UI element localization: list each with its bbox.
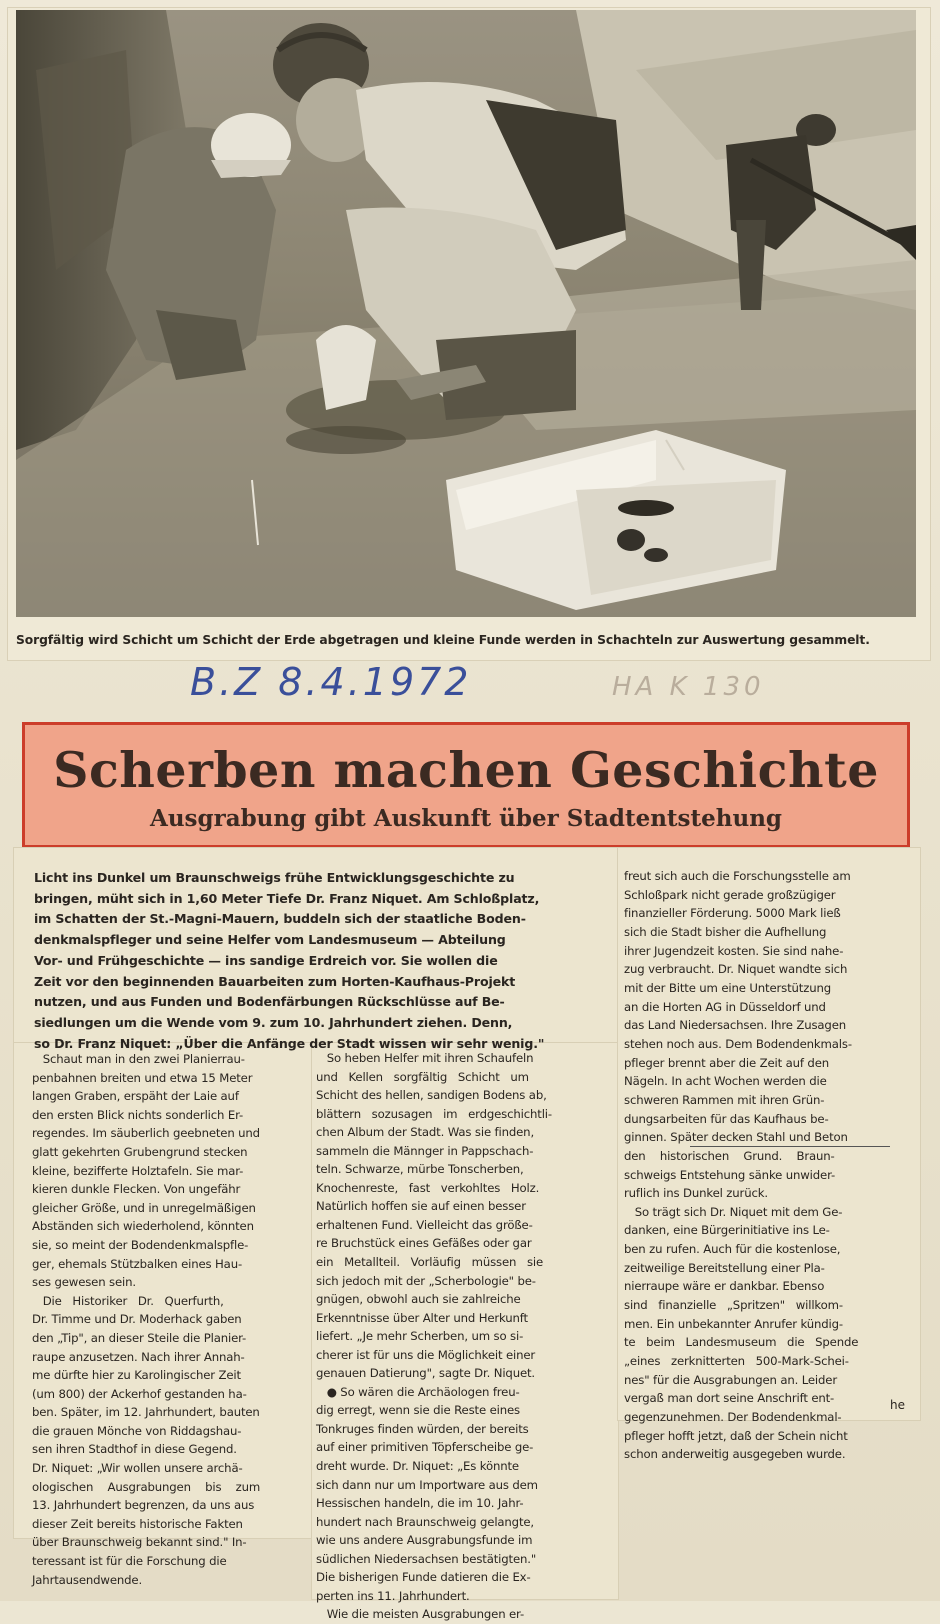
strikethrough-mark: [690, 1146, 890, 1147]
article-column-3: freut sich auch die Forschungsstelle am Schloßpark nicht gerade großzügiger finanzieller Förderung. 5000 Mark ließ sich die Stadt bisher die Aufhellung ihrer Jugendzeit kosten. Sie sind nahe- zug verbraucht. Dr. Niquet wandte sich mit der Bitte um eine Unterstützung an die Horten AG in Düsseldorf und das Land Niedersachsen. Ihre Zusagen stehen noch aus. Dem Bodendenkmals- pfleger brennt aber die Zeit auf den Nägeln. In acht Wochen werden die schweren Rammen mit ihren Grün- dungsarbeiten für das Kaufhaus be- ginnen. Später decken Stahl und Beton den historischen Grund. Braun- schweigs Entstehung sänke unwider- ruflich ins Dunkel zurück. So trägt sich Dr. Niquet mit dem Ge- danken, eine Bürgerinitiative ins Le- ben zu rufen. Auch für die kostenlose, zeitweilige Bereitstellung einer Pla- nierraupe wäre er dankbar. Ebenso sind finanzielle „Spritzen" willkom- men. Ein unbekannter Anrufer kündig- te beim Landesmuseum die Spende „eines zerknitterten 500-Mark-Schei- nes" für die Ausgrabungen an. Leider vergaß man dort seine Anschrift ent- gegenzunehmen. Der Bodendenkmal- pfleger hofft jetzt, daß der Schein nicht schon anderweitig ausgegeben wurde.: [624, 869, 859, 1462]
article-column-2: So heben Helfer mit ihren Schaufeln und Kellen sorgfältig Schicht um Schicht des hellen, sandigen Bodens ab, blättern sozusagen im erdgeschichtli- chen Album der Stadt. Was sie finden, sammeln die Männger in Pappschach- teln. Schwarze, mürbe Tonscherben, Knochenreste, fast verkohltes Holz. Natürlich hoffen sie auf einen besser erhaltenen Fund. Vielleicht das größe- re Bruchstück eines Gefäßes oder gar ein Metallteil. Vorläufig müssen sie sich jedoch mit der „Scherbologie" be- gnügen, obwohl auch sie zahlreiche Erkenntnisse über Alter und Herkunft liefert. „Je mehr Scherben, um so si- cherer ist für uns die Möglichkeit einer genauen Datierung", sagte Dr. Niquet. ● So wären die Archäologen freu- dig erregt, wenn sie die Reste eines Tonkruges finden würden, der bereits auf einer primitiven Töpferscheibe ge- dreht wurde. Dr. Niquet: „Es könnte sich dann nur um Importware aus dem Hessischen handeln, die im 10. Jahr- hundert nach Braunschweig gelangte, wie uns andere Ausgrabungsfunde im südlichen Niedersachsen bestätigten." Die bisherigen Funde datieren die Ex- perten ins 11. Jahrhundert. Wie die meisten Ausgrabungen er-: [316, 1051, 552, 1622]
author-signature: he: [890, 1398, 905, 1412]
article-column-1: Schaut man in den zwei Planierrau- penbahnen breiten und etwa 15 Meter langen Graben, erspäht der Laie auf den ersten Blick nichts sonderlich Er- regendes. Im säuberlich geebneten und glatt gekehrten Grubengrund stecken kleine, bezifferte Holztafeln. Sie mar- kieren dunkle Flecken. Von ungefähr gleicher Größe, und in unregelmäßigen Abständen sich wiederholend, könnten sie, so meint der Bodendenkmalspfle- ger, ehemals Stützbalken eines Hau- ses gewesen sein. Die Historiker Dr. Querfurth, Dr. Timme und Dr. Moderhack gaben den „Tip", an dieser Steile die Planier- raupe anzusetzen. Nach ihrer Annah- me dürfte hier zu Karolingischer Zeit (um 800) der Ackerhof gestanden ha- ben. Später, im 12. Jahrhundert, bauten die grauen Mönche von Riddagshau- sen ihren Stadthof in diese Gegend. Dr. Niquet: „Wir wollen unsere archä- ologischen Ausgrabungen bis zum 13. Jahrhundert begrenzen, da uns aus dieser Zeit bereits historische Fakten über Braunschweig bekannt sind." In- teressant ist für die Forschung die Jahrtausendwende.: [32, 1052, 261, 1587]
article-subheadline: Ausgrabung gibt Auskunft über Stadtentstehung: [149, 805, 783, 832]
article-headline: Scherben machen Geschichte: [53, 741, 879, 799]
handwritten-date-note: B.Z 8.4.1972: [190, 660, 472, 704]
article-intro: Licht ins Dunkel um Braunschweigs frühe Entwicklungsgeschichte zu bringen, müht sich in 1,60 Meter Tiefe Dr. Franz Niquet. Am Schloßplatz, im Schatten der St.-Magni-Mauern, buddeln sich der staatliche Boden- denkmalspfleger und seine Helfer vom Landesmuseum — Abteilung Vor- und Frühgeschichte — ins sandige Erdreich vor. Sie wollen die Zeit vor den beginnenden Bauarbeiten zum Horten-Kaufhaus-Projekt nutzen, und aus Funden und Bodenfärbungen Rückschlüsse auf Be- siedlungen um die Wende vom 9. zum 10. Jahrhundert ziehen. Denn, so Dr. Franz Niquet: „Über die Anfänge der Stadt wissen wir sehr wenig.": [34, 870, 545, 1051]
headline-box: [22, 722, 910, 848]
photo-caption: Sorgfältig wird Schicht um Schicht der Erde abgetragen und kleine Funde werden in Schachteln zur Auswertung gesammelt.: [16, 633, 870, 647]
handwritten-archive-reference: HA K 130: [612, 672, 765, 702]
excavation-photo-image: [16, 10, 916, 617]
excavation-photo: [16, 10, 916, 617]
